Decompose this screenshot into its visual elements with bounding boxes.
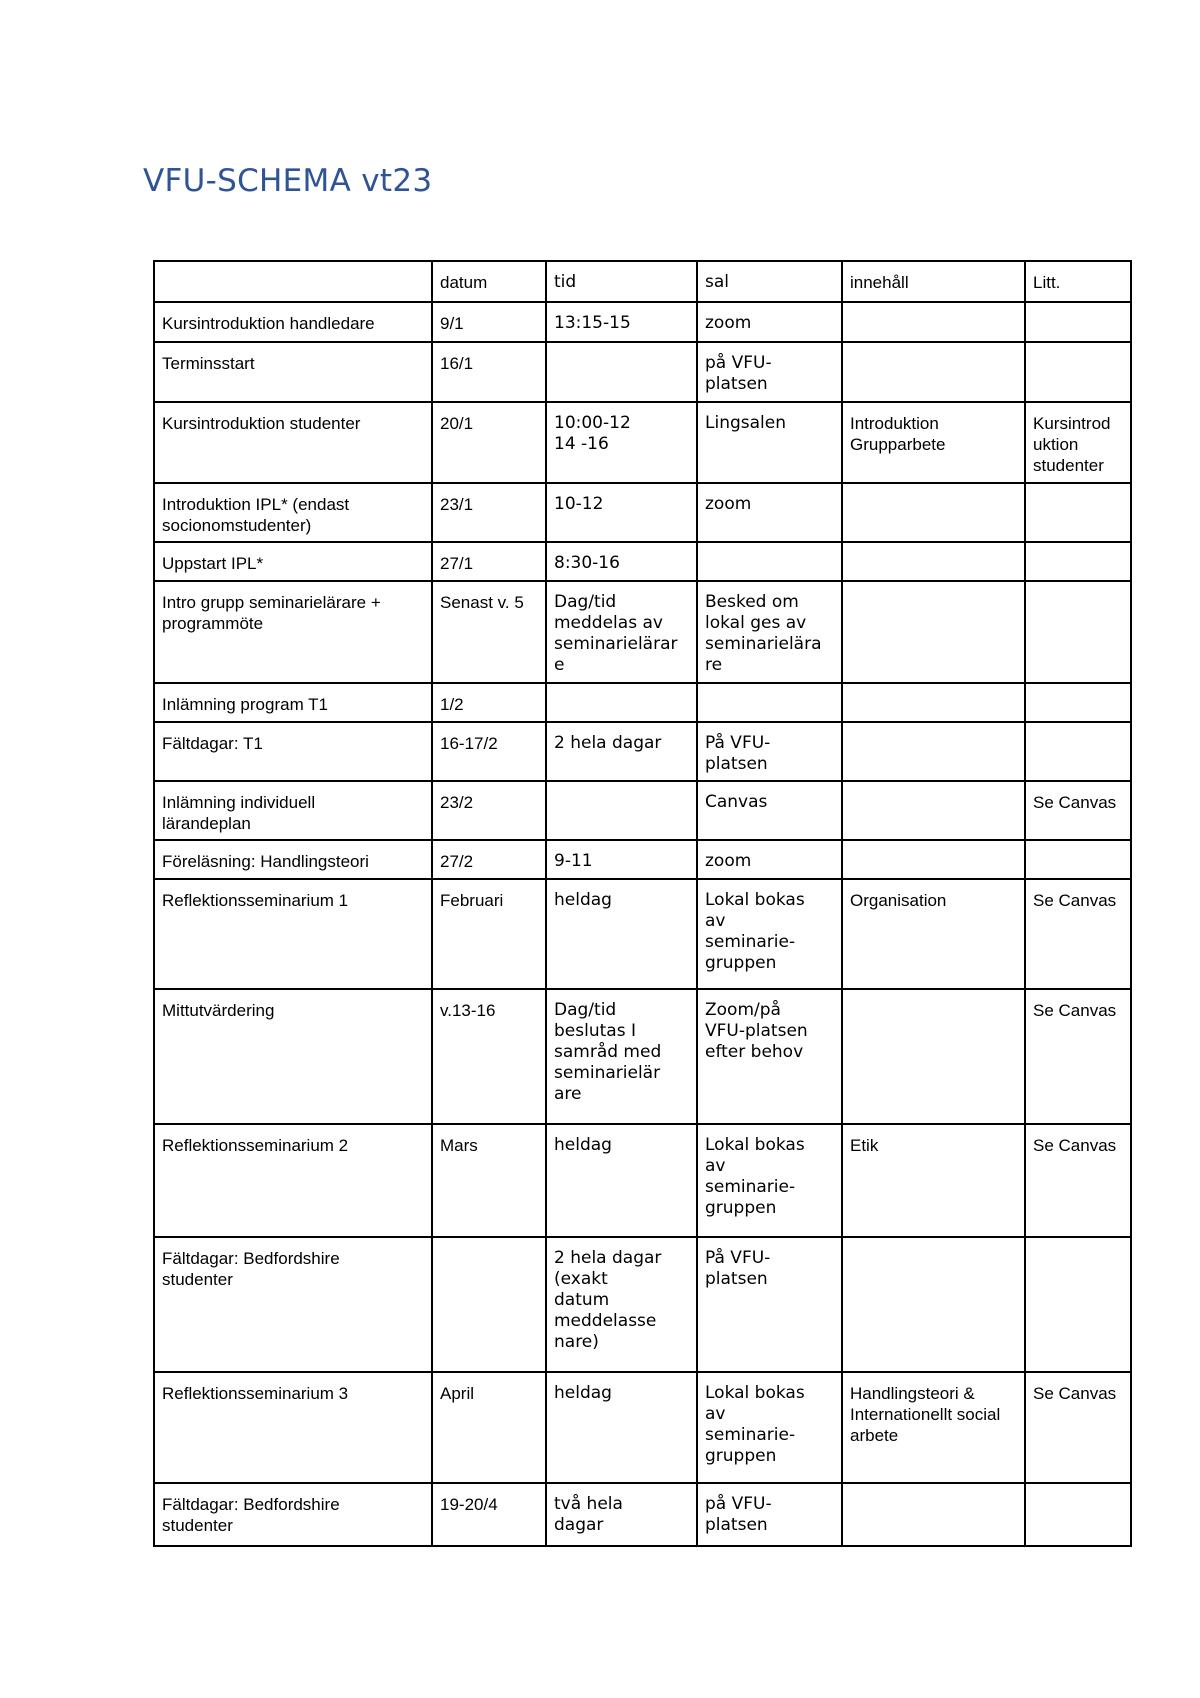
cell-activity-text: Kursintroduktion studenter — [162, 414, 361, 433]
cell-date-text: v.13-16 — [440, 1001, 496, 1020]
cell-date-text: 23/1 — [440, 495, 474, 514]
cell-room-text: zoom — [705, 313, 752, 333]
cell-room-text: Lingsalen — [705, 413, 786, 433]
cell-content-text: Organisation — [850, 891, 947, 910]
cell-time — [546, 483, 697, 542]
table-row — [154, 722, 1131, 781]
cell-literature — [1025, 402, 1131, 483]
table-row — [154, 989, 1131, 1124]
cell-date-text: 27/1 — [440, 554, 474, 573]
cell-content — [842, 781, 1025, 840]
cell-time-text: 2 hela dagar (exakt datum meddelasse nare) — [554, 1248, 662, 1352]
table-row — [154, 402, 1131, 483]
cell-date — [432, 402, 546, 483]
cell-room-text: Lokal bokas av seminarie- gruppen — [705, 1383, 805, 1466]
cell-room — [697, 989, 842, 1124]
cell-time-text: heldag — [554, 1383, 612, 1403]
cell-date-text: 23/2 — [440, 793, 474, 812]
cell-time — [546, 989, 697, 1124]
cell-room — [697, 722, 842, 781]
cell-time — [546, 1124, 697, 1237]
cell-activity — [154, 581, 432, 683]
cell-content — [842, 683, 1025, 722]
cell-room-text: Besked om lokal ges av seminarielära re — [705, 592, 822, 675]
cell-literature — [1025, 989, 1131, 1124]
cell-date-text: 9/1 — [440, 314, 464, 333]
cell-literature — [1025, 542, 1131, 581]
cell-activity-text: Introduktion IPL* (endast socionomstudenter) — [162, 495, 350, 535]
cell-date — [432, 683, 546, 722]
cell-date — [432, 581, 546, 683]
cell-content — [842, 302, 1025, 342]
cell-activity — [154, 483, 432, 542]
cell-date — [432, 879, 546, 989]
cell-literature-text: Se Canvas — [1033, 891, 1117, 910]
page-title: VFU-SCHEMA vt23 — [143, 163, 433, 199]
cell-time — [546, 402, 697, 483]
cell-activity — [154, 1483, 432, 1546]
cell-activity — [154, 781, 432, 840]
cell-date — [432, 1372, 546, 1483]
cell-activity — [154, 1124, 432, 1237]
cell-date-text: 16-17/2 — [440, 734, 498, 753]
schedule-table — [153, 260, 1132, 1547]
cell-literature — [1025, 781, 1131, 840]
cell-date — [432, 483, 546, 542]
cell-date — [432, 781, 546, 840]
cell-literature — [1025, 342, 1131, 402]
cell-content-text: Handlingsteori & Internationellt social arbete — [850, 1384, 1001, 1445]
cell-activity-text: Fältdagar: Bedfordshire studenter — [162, 1495, 340, 1535]
header-cell-activity — [154, 261, 432, 302]
cell-literature — [1025, 1124, 1131, 1237]
cell-room — [697, 483, 842, 542]
table-row — [154, 1124, 1131, 1237]
cell-date — [432, 542, 546, 581]
cell-room-text: zoom — [705, 851, 752, 871]
cell-time — [546, 840, 697, 879]
cell-room-text: Zoom/på VFU-platsen efter behov — [705, 1000, 808, 1062]
cell-room — [697, 581, 842, 683]
cell-room — [697, 781, 842, 840]
cell-literature — [1025, 722, 1131, 781]
cell-time-text: Dag/tid beslutas I samråd med seminarielär are — [554, 1000, 662, 1104]
table-row — [154, 879, 1131, 989]
header-cell-content: innehåll — [842, 261, 1025, 302]
cell-literature — [1025, 1372, 1131, 1483]
cell-activity — [154, 989, 432, 1124]
table-row — [154, 683, 1131, 722]
cell-room-text: på VFU- platsen — [705, 353, 772, 394]
cell-room-text: Canvas — [705, 792, 768, 812]
cell-content — [842, 1124, 1025, 1237]
header-cell-literature: Litt. — [1025, 261, 1131, 302]
cell-content — [842, 722, 1025, 781]
cell-time — [546, 781, 697, 840]
table-row — [154, 1237, 1131, 1372]
cell-room — [697, 840, 842, 879]
cell-activity — [154, 542, 432, 581]
cell-literature — [1025, 840, 1131, 879]
cell-literature — [1025, 302, 1131, 342]
cell-activity — [154, 683, 432, 722]
cell-activity — [154, 1237, 432, 1372]
table-row — [154, 302, 1131, 342]
cell-content — [842, 483, 1025, 542]
table-row — [154, 483, 1131, 542]
cell-activity-text: Reflektionsseminarium 2 — [162, 1136, 349, 1155]
cell-time-text: heldag — [554, 890, 612, 910]
cell-room — [697, 402, 842, 483]
header-cell-date: datum — [432, 261, 546, 302]
cell-activity-text: Uppstart IPL* — [162, 554, 264, 573]
cell-date-text: 1/2 — [440, 695, 464, 714]
cell-date — [432, 1124, 546, 1237]
cell-literature — [1025, 683, 1131, 722]
cell-activity-text: Intro grupp seminarielärare + programmöte — [162, 593, 381, 633]
cell-content — [842, 1483, 1025, 1546]
table-row — [154, 1483, 1131, 1546]
cell-time-text: heldag — [554, 1135, 612, 1155]
cell-room — [697, 1237, 842, 1372]
cell-content — [842, 542, 1025, 581]
cell-room-text: Lokal bokas av seminarie- gruppen — [705, 890, 805, 973]
table-row — [154, 581, 1131, 683]
cell-activity — [154, 722, 432, 781]
cell-room — [697, 302, 842, 342]
cell-literature-text: Se Canvas — [1033, 1136, 1117, 1155]
cell-activity — [154, 879, 432, 989]
cell-date-text: 19-20/4 — [440, 1495, 498, 1514]
cell-date-text: 16/1 — [440, 354, 474, 373]
cell-activity-text: Reflektionsseminarium 1 — [162, 891, 349, 910]
table-row — [154, 781, 1131, 840]
cell-room — [697, 542, 842, 581]
cell-time — [546, 581, 697, 683]
cell-time-text: Dag/tid meddelas av seminarielärar e — [554, 592, 678, 675]
table-row — [154, 342, 1131, 402]
cell-literature — [1025, 1483, 1131, 1546]
cell-room-text: På VFU- platsen — [705, 733, 771, 774]
cell-activity — [154, 840, 432, 879]
cell-activity-text: Mittutvärdering — [162, 1001, 275, 1020]
cell-date — [432, 722, 546, 781]
cell-time — [546, 722, 697, 781]
cell-content — [842, 342, 1025, 402]
cell-activity — [154, 402, 432, 483]
cell-date — [432, 840, 546, 879]
table-row — [154, 1372, 1131, 1483]
cell-literature-text: Se Canvas — [1033, 1384, 1117, 1403]
header-cell-time: tid — [546, 261, 697, 302]
cell-time — [546, 683, 697, 722]
cell-time — [546, 1372, 697, 1483]
cell-time-text: två hela dagar — [554, 1494, 623, 1535]
cell-date — [432, 342, 546, 402]
cell-room — [697, 683, 842, 722]
cell-time-text: 8:30-16 — [554, 553, 620, 573]
cell-date-text: Februari — [440, 891, 504, 910]
cell-room — [697, 879, 842, 989]
cell-time — [546, 542, 697, 581]
cell-time-text: 10-12 — [554, 494, 604, 514]
cell-activity-text: Reflektionsseminarium 3 — [162, 1384, 349, 1403]
cell-literature — [1025, 1237, 1131, 1372]
cell-room-text: På VFU- platsen — [705, 1248, 771, 1289]
cell-content-text: Introduktion Grupparbete — [850, 414, 946, 454]
header-cell-room: sal — [697, 261, 842, 302]
cell-date — [432, 1483, 546, 1546]
cell-room — [697, 342, 842, 402]
cell-activity-text: Fältdagar: Bedfordshire studenter — [162, 1249, 340, 1289]
cell-room-text: Lokal bokas av seminarie- gruppen — [705, 1135, 805, 1218]
cell-time-text: 2 hela dagar — [554, 733, 662, 753]
cell-time — [546, 302, 697, 342]
table-row — [154, 542, 1131, 581]
cell-content — [842, 879, 1025, 989]
cell-content — [842, 402, 1025, 483]
cell-literature-text: Kursintrod uktion studenter — [1033, 414, 1111, 475]
cell-activity — [154, 1372, 432, 1483]
cell-date-text: Mars — [440, 1136, 478, 1155]
cell-content — [842, 1237, 1025, 1372]
cell-time — [546, 1483, 697, 1546]
cell-content — [842, 1372, 1025, 1483]
cell-literature — [1025, 879, 1131, 989]
cell-literature — [1025, 581, 1131, 683]
cell-activity-text: Inlämning program T1 — [162, 695, 328, 714]
cell-date-text: Senast v. 5 — [440, 593, 524, 612]
cell-time — [546, 1237, 697, 1372]
cell-date — [432, 989, 546, 1124]
cell-literature — [1025, 483, 1131, 542]
cell-date — [432, 1237, 546, 1372]
cell-activity-text: Kursintroduktion handledare — [162, 314, 375, 333]
cell-date-text: 20/1 — [440, 414, 474, 433]
cell-activity — [154, 342, 432, 402]
cell-activity-text: Fältdagar: T1 — [162, 734, 263, 753]
cell-room-text: på VFU- platsen — [705, 1494, 772, 1535]
cell-room — [697, 1372, 842, 1483]
cell-activity-text: Terminsstart — [162, 354, 255, 373]
cell-activity-text: Föreläsning: Handlingsteori — [162, 852, 369, 871]
cell-date-text: April — [440, 1384, 475, 1403]
cell-room-text: zoom — [705, 494, 752, 514]
cell-time-text: 10:00-12 14 -16 — [554, 413, 631, 454]
cell-content — [842, 840, 1025, 879]
cell-room — [697, 1124, 842, 1237]
cell-time — [546, 879, 697, 989]
cell-date — [432, 302, 546, 342]
cell-literature-text: Se Canvas — [1033, 1001, 1117, 1020]
cell-date-text: 27/2 — [440, 852, 474, 871]
cell-activity — [154, 302, 432, 342]
cell-content-text: Etik — [850, 1136, 879, 1155]
cell-content — [842, 989, 1025, 1124]
cell-time-text: 13:15-15 — [554, 313, 631, 333]
table-row — [154, 840, 1131, 879]
cell-activity-text: Inlämning individuell lärandeplan — [162, 793, 316, 833]
cell-time-text: 9-11 — [554, 851, 593, 871]
cell-content — [842, 581, 1025, 683]
cell-literature-text: Se Canvas — [1033, 793, 1117, 812]
cell-room — [697, 1483, 842, 1546]
cell-time — [546, 342, 697, 402]
table-header-row — [154, 261, 1131, 302]
